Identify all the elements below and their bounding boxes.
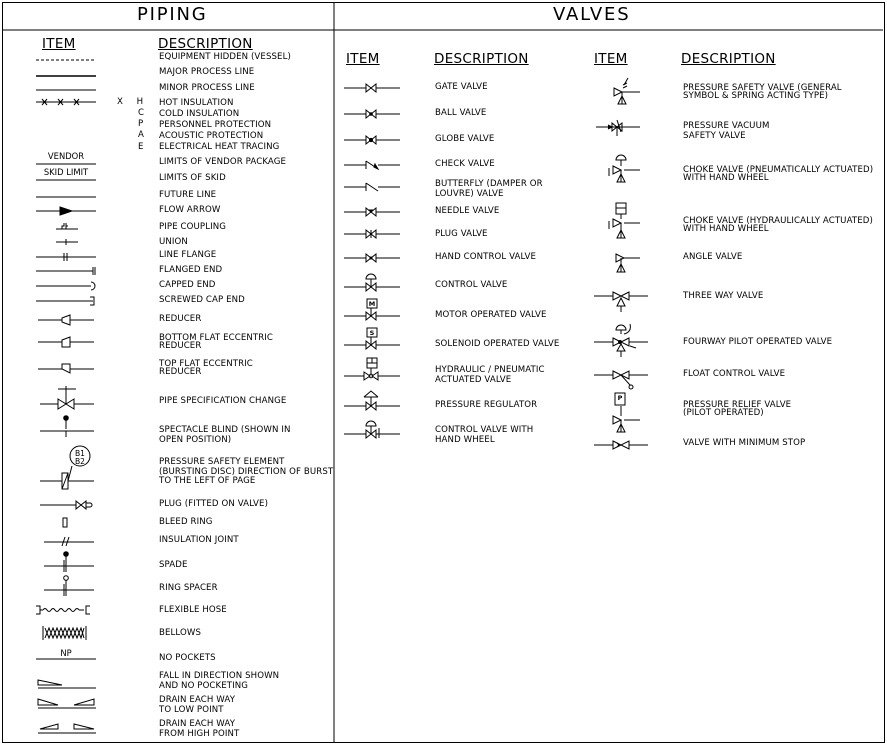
valve-desc-hydraulic: HYDRAULIC / PNEUMATIC ACTUATED VALVE [435,365,545,385]
plug-valve-symbol [344,230,400,238]
ring-spacer-symbol [44,576,94,596]
choke-hydraulic-symbol [609,203,640,238]
piping-desc-major-line: MAJOR PROCESS LINE [159,67,255,77]
valve-desc-prv-pilot: PRESSURE RELIEF VALVE (PILOT OPERATED) [683,400,792,419]
pilot-label: P [617,394,623,402]
choke-pneumatic-symbol [609,155,640,182]
globe-valve-symbol [344,136,400,144]
fall-direction-symbol [38,680,96,688]
psv-symbol [614,78,640,104]
valves-description-header-right: DESCRIPTION [681,51,776,67]
piping-desc-bursting-disc: PRESSURE SAFETY ELEMENT (BURSTING DISC) DIRECTION OF BURST TO THE LEFT OF PAGE [159,457,334,487]
angle-valve-symbol [616,254,640,272]
line-flange-symbol [36,253,96,261]
piping-description-header: DESCRIPTION [158,36,253,52]
piping-desc-insulation-joint: INSULATION JOINT [159,535,239,545]
valve-desc-motor: MOTOR OPERATED VALVE [435,310,547,320]
butterfly-valve-symbol [344,183,400,191]
piping-desc-reducer: REDUCER [159,314,202,324]
hydraulic-valve-symbol [344,358,400,380]
valve-desc-ball: BALL VALVE [435,108,487,118]
valve-desc-butterfly: BUTTERFLY (DAMPER OR LOUVRE) VALVE [435,179,543,199]
valve-desc-check: CHECK VALVE [435,159,495,169]
drain-low-symbol [38,699,96,708]
top-flat-reducer-symbol [38,364,94,373]
piping-desc-vendor-limit: LIMITS OF VENDOR PACKAGE [159,157,287,167]
pipe-coupling-symbol [56,223,78,229]
piping-desc-plug: PLUG (FITTED ON VALVE) [159,499,269,509]
piping-desc-capped-end: CAPPED END [159,280,216,290]
valve-desc-plug: PLUG VALVE [435,229,488,239]
skid-limit-label: SKID LIMIT [43,167,89,177]
motor-label: M [368,300,376,308]
drain-high-symbol [38,724,96,733]
valve-desc-gate: GATE VALVE [435,82,488,92]
b2-label: B2 [74,457,86,466]
needle-valve-symbol [344,208,400,216]
piping-desc-spade: SPADE [159,560,188,570]
piping-item-header: ITEM [42,36,76,52]
valve-desc-hand-control: HAND CONTROL VALVE [435,252,536,262]
piping-desc-spectacle-blind: SPECTACLE BLIND (SHOWN IN OPEN POSITION) [159,425,291,445]
piping-desc-drain-low: DRAIN EACH WAY TO LOW POINT [159,695,236,715]
insulation-code-acoustic: A [138,130,144,140]
bleed-ring-symbol [63,518,67,527]
piping-desc-flexible-hose: FLEXIBLE HOSE [159,605,227,615]
insulation-code-hot: X H [117,97,144,107]
insulation-code-cold: C [138,108,145,118]
solenoid-label: S [369,329,375,337]
piping-desc-minor-line: MINOR PROCESS LINE [159,83,255,93]
piping-desc-bottom-flat-reducer: BOTTOM FLAT ECCENTRIC REDUCER [159,333,274,352]
valve-desc-control-handwheel: CONTROL VALVE WITH HAND WHEEL [435,425,534,445]
union-symbol [56,239,78,245]
piping-desc-bellows: BELLOWS [159,628,202,638]
valves-item-header-left: ITEM [346,51,380,67]
valve-desc-pvsv: PRESSURE VACUUM SAFETY VALVE [683,121,770,141]
valve-desc-psv: PRESSURE SAFETY VALVE (GENERAL SYMBOL & SPRING ACTING TYPE) [683,83,842,102]
valves-title: VALVES [553,4,631,25]
valves-description-header-left: DESCRIPTION [434,51,529,67]
piping-desc-top-flat-reducer: TOP FLAT ECCENTRIC REDUCER [159,359,253,378]
control-valve-handwheel-symbol [344,421,400,438]
piping-desc-fall-direction: FALL IN DIRECTION SHOWN AND NO POCKETING [159,671,280,691]
insulated-line-symbol [36,99,96,105]
control-valve-symbol [344,274,400,291]
flanged-end-symbol [36,267,95,275]
piping-desc-drain-high: DRAIN EACH WAY FROM HIGH POINT [159,719,240,739]
plug-symbol [40,501,92,509]
piping-title: PIPING [137,4,208,25]
no-pockets-label: NP [60,648,72,658]
valve-desc-fourway: FOURWAY PILOT OPERATED VALVE [683,337,833,347]
three-way-symbol [594,292,648,312]
piping-desc-insulation: HOT INSULATION COLD INSULATION PERSONNEL PROTECTION ACOUSTIC PROTECTION ELECTRICAL HEAT TRACING [159,98,280,153]
piping-desc-spec-change: PIPE SPECIFICATION CHANGE [159,396,287,406]
valve-desc-solenoid: SOLENOID OPERATED VALVE [435,339,560,349]
piping-desc-screwed-cap-end: SCREWED CAP END [159,295,245,305]
piping-desc-union: UNION [159,237,188,247]
gate-valve-symbol [344,84,400,92]
piping-desc-pipe-coupling: PIPE COUPLING [159,222,227,232]
reducer-symbol [38,315,94,325]
piping-desc-future-line: FUTURE LINE [159,190,217,200]
hand-control-valve-symbol [344,254,400,262]
screwed-cap-end-symbol [36,297,94,305]
piping-desc-ring-spacer: RING SPACER [159,583,218,593]
spectacle-blind-symbol [40,416,94,437]
capped-end-symbol [36,282,95,290]
valve-desc-min-stop: VALVE WITH MINIMUM STOP [683,438,806,448]
valve-desc-needle: NEEDLE VALVE [435,206,500,216]
motor-valve-symbol [344,299,400,320]
ball-valve-symbol [344,110,400,118]
insulation-joint-symbol [44,537,94,546]
valve-desc-regulator: PRESSURE REGULATOR [435,400,538,410]
b1-label: B1 [74,449,86,458]
prv-pilot-symbol [613,393,640,432]
valve-desc-globe: GLOBE VALVE [435,134,495,144]
bottom-flat-reducer-symbol [38,337,94,347]
insulation-code-heat-tracing: E [138,142,144,152]
valve-desc-angle: ANGLE VALVE [683,252,743,262]
piping-desc-flow-arrow: FLOW ARROW [159,205,221,215]
spade-symbol [44,552,94,572]
valve-desc-choke-pneumatic: CHOKE VALVE (PNEUMATICALLY ACTUATED) WITH HAND WHEEL [683,165,874,184]
valve-desc-choke-hydraulic: CHOKE VALVE (HYDRAULICALLY ACTUATED) WITH HAND WHEEL [683,216,873,235]
pressure-regulator-symbol [344,391,400,410]
min-stop-symbol [594,441,648,449]
valves-item-header-right: ITEM [594,51,628,67]
valve-desc-control: CONTROL VALVE [435,280,508,290]
fourway-pilot-symbol [594,324,648,357]
valve-desc-three-way: THREE WAY VALVE [683,291,764,301]
spec-change-symbol [40,386,94,409]
flexible-hose-symbol [36,606,90,614]
pvsv-symbol [596,120,640,136]
valve-desc-float: FLOAT CONTROL VALVE [683,369,786,379]
flow-arrow-symbol [36,207,96,215]
solenoid-valve-symbol [344,328,400,349]
insulation-code-personnel: P [138,119,144,129]
vendor-label: VENDOR [47,151,85,161]
piping-desc-line-flange: LINE FLANGE [159,250,217,260]
piping-desc-no-pockets: NO POCKETS [159,653,216,663]
piping-desc-flanged-end: FLANGED END [159,265,223,275]
piping-desc-bleed-ring: BLEED RING [159,517,213,527]
check-valve-symbol [344,161,400,169]
piping-desc-equipment-hidden: EQUIPMENT HIDDEN (VESSEL) [159,52,291,62]
piping-desc-skid-limit: LIMITS OF SKID [159,173,226,183]
bellows-symbol [43,626,86,640]
bursting-disc-symbol [40,446,94,489]
float-control-symbol [594,371,648,389]
